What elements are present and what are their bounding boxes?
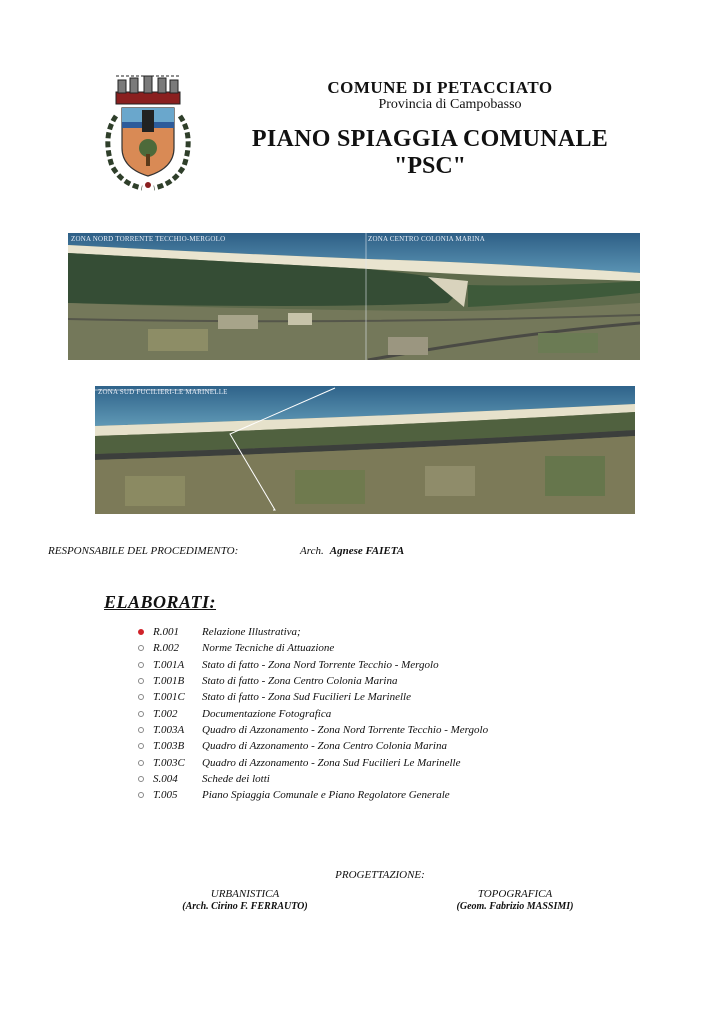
elaborati-heading: ELABORATI: (104, 592, 217, 612)
topografica-name: (Geom. Fabrizio MASSIMI) (456, 901, 574, 912)
bullet-icon (138, 776, 144, 782)
bullet-active-icon (138, 629, 144, 635)
urbanistica-label: URBANISTICA (210, 888, 280, 900)
list-item: T.003B Quadro di Azzonamento - Zona Centro Colonia Marina (138, 738, 658, 754)
urbanistica-name: (Arch. Cirino F. FERRAUTO) (182, 901, 308, 912)
list-item: T.003C Quadro di Azzonamento - Zona Sud Fucilieri Le Marinelle (138, 754, 658, 770)
progettazione-label: PROGETTAZIONE: (335, 869, 425, 881)
coat-of-arms-logo (96, 70, 200, 192)
responsabile-name: Arch. Agnese FAIETA (300, 545, 405, 557)
elaborati-list (138, 624, 658, 803)
list-item: T.005 Piano Spiaggia Comunale e Piano Regolatore Generale (138, 787, 658, 803)
bullet-icon (138, 694, 144, 700)
list-item: T.001C Stato di fatto - Zona Sud Fucilieri Le Marinelle (138, 689, 658, 705)
bullet-icon (138, 678, 144, 684)
municipality-name: COMUNE DI PETACCIATO (327, 78, 553, 97)
topografica-label: TOPOGRAFICA (477, 888, 553, 900)
list-item: T.002 Documentazione Fotografica (138, 705, 658, 721)
responsabile-label: RESPONSABILE DEL PROCEDIMENTO: (48, 545, 239, 557)
bullet-icon (138, 645, 144, 651)
aerial-photo-south (95, 386, 635, 514)
document-title: PIANO SPIAGGIA COMUNALE (251, 126, 609, 152)
bullet-icon (138, 760, 144, 766)
bullet-icon (138, 792, 144, 798)
bullet-icon (138, 727, 144, 733)
list-item: T.001A Stato di fatto - Zona Nord Torrente Tecchio - Mergolo (138, 657, 658, 673)
zone-label-centro: ZONA CENTRO COLONIA MARINA (368, 235, 486, 243)
aerial-photo-north-center (68, 233, 640, 360)
list-item: S.004 Schede dei lotti (138, 771, 658, 787)
province-name: Provincia di Campobasso (378, 97, 522, 112)
bullet-icon (138, 662, 144, 668)
bullet-icon (138, 711, 144, 717)
list-item: R.002 Norme Tecniche di Attuazione (138, 640, 658, 656)
bullet-icon (138, 743, 144, 749)
list-item: T.003A Quadro di Azzonamento - Zona Nord Torrente Tecchio - Mergolo (138, 722, 658, 738)
list-item: R.001 Relazione Illustrativa; (138, 624, 658, 640)
zone-label-sud: ZONA SUD FUCILIERI-LE MARINELLE (98, 388, 228, 396)
document-acronym: "PSC" (394, 153, 466, 179)
list-item: T.001B Stato di fatto - Zona Centro Colonia Marina (138, 673, 658, 689)
zone-label-nord: ZONA NORD TORRENTE TECCHIO-MERGOLO (71, 235, 226, 243)
